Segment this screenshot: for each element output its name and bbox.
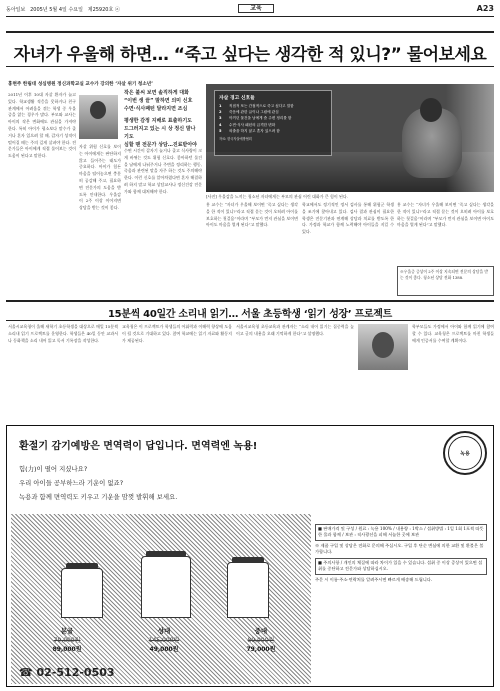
article2-rule <box>6 320 494 321</box>
price-item-name: 중대 <box>254 627 268 635</box>
article-col-4: 홍 교수는 “자녀가 우울해 보이면 ‘죽고 싶다는 생각을 한 적이 있니?’라고 직접 묻는 것이 오히려 아이를 보호하는 첫걸음”이라며 “부모가 먼저 관심을 보이면 아이도 마음을 열게 된다”고 말했다. <box>206 202 298 228</box>
advertisement <box>6 425 494 687</box>
price-item-old: 79,000원 <box>53 637 81 644</box>
ad-seal-logo <box>443 431 487 475</box>
price-item <box>149 626 180 653</box>
warning-signs-box <box>214 90 332 156</box>
can-lid <box>232 557 264 563</box>
product-can-3 <box>227 562 269 618</box>
warning-item-text: 아끼던 물건을 남에게 줌 주변 정리를 함 <box>229 116 292 121</box>
price-item-new: 79,000원 <box>246 646 276 653</box>
ad-line-2: 우리 아이들 공부하느라 기운이 없죠? <box>19 479 124 487</box>
ad-info-group: ■ 판매가격 및 구성 / 원료 : 녹용 100% / 내용량 : 1박스 / 섭취방법 : 1일 1회 1포씩 따뜻한 물과 함께 / 보관 : 직사광선을 피해 서늘한 곳에 보관 <box>315 524 487 541</box>
price-item-name: 상대 <box>157 627 171 635</box>
price-item-old: 89,000원 <box>247 637 275 644</box>
warning-item-text: 죽음에 관한 글이나 그림에 관심 <box>229 110 279 115</box>
headline-bottom-rule <box>6 66 494 67</box>
warning-item <box>219 116 327 121</box>
ad-line-3: 녹용과 함께 면역력도 키우고 기운을 맘껏 발휘해 보세요. <box>19 493 178 501</box>
ad-phone-number: ☎ 02-512-0503 <box>19 666 115 679</box>
article-col-3: 수면 시간이 갑자기 늘거나 줄고 식사량이 크게 바뀌는 것도 위험 신호다. 좋아하던 물건을 남에게 나눠주거나 주변을 정리하는 행동, 죽음과 관련된 말을 자주 하는 것도 주의해야 한다. 이런 신호를 알아차렸다면 혼자 해결하려 하지 말고 학교 상담교사나 정신건강 전문가와 함께 대처해야 한다. <box>124 148 202 194</box>
product-can-2 <box>141 556 191 618</box>
warning-item-number: 4 <box>219 122 222 127</box>
paper-name: 동아일보 <box>6 7 26 13</box>
issue-date: 2005년 5월 4일 수요일 <box>30 7 83 13</box>
warning-box-source: 자료: 한국자살예방협회 <box>219 137 252 142</box>
page-number: A23 <box>476 4 494 13</box>
warning-item-number: 3 <box>219 116 222 121</box>
subhead-line: 수면·식사패턴 달라지면 조심 <box>124 106 188 112</box>
warning-item <box>219 129 327 134</box>
article2-photo <box>358 324 408 370</box>
subhead-line: 작은 불씨 보면 솔직하게 대화 <box>124 90 189 96</box>
article-col-2: 자살 위험 신호를 보이는 아이에게는 판단하지 않고 들어주는 태도가 중요하다. 아이가 힘든 마음을 털어놓으면 충분히 공감해 주고, 필요하면 전문가의 도움을 받도록 안내한다. 우울감이 2주 이상 이어지면 상담을 받는 것이 좋다. <box>79 144 121 211</box>
headline-rule <box>6 31 494 33</box>
article-headline: 자녀가 우울해 하면… “죽고 싶다는 생각한 적 있니?” 물어보세요 <box>13 45 487 65</box>
ad-info-group: ■ 주의사항 / 개인의 체질에 따라 차이가 있을 수 있습니다. 섭취 중 이상 증상이 있으면 섭취를 중단하고 전문가와 상담하십시오. <box>315 558 487 575</box>
warning-item-text: 수면·식사 패턴의 급격한 변화 <box>229 122 276 127</box>
photo-caption: [사진] 우울감을 느끼는 청소년 자녀에게는 부모의 관심 어린 대화가 큰 힘이 된다. <box>206 194 349 199</box>
article-col-6: 홍 교수는 “자녀가 우울해 보이면 ‘죽고 싶다는 생각을 한 적이 있니?’라고 직접 묻는 것이 오히려 아이를 보호하는 첫걸음”이라며 “부모가 먼저 관심을 보이면 아이도 마음을 열게 된다”고 말했다. <box>397 202 494 228</box>
ad-info-panel <box>315 522 487 686</box>
ad-line-1: 힘(力)이 떨어 지셨나요? <box>19 465 88 473</box>
issue-number: 제25920호 ⓐ <box>87 7 120 13</box>
product-can-1 <box>61 568 103 618</box>
price-item-new: 49,000원 <box>149 646 179 653</box>
article2-col-4: 학부모들도 가정에서 아이와 함께 읽기에 참여할 수 있다. 교육청은 프로젝트를 마친 학생들에게 인증서를 수여할 계획이다. <box>412 324 494 343</box>
warning-item <box>219 104 327 109</box>
article2-col-1: 서울시교육청이 올해 새학기 초등학생을 대상으로 매일 15분씩 소리내 읽기 프로젝트를 운영한다. 학생들은 40일 동안 교과서나 동화책을 소리 내어 읽고 독서 기록장을 작성한다. <box>8 324 118 343</box>
ad-info-group: 주문 시 이름·주소·연락처를 알려주시면 빠르게 배송해 드립니다. <box>315 576 433 582</box>
ad-product-panel <box>11 514 311 684</box>
section-divider <box>6 300 494 302</box>
ad-title: 환절기 감기예방은 면역력이 답입니다. 면역력엔 녹용! <box>19 441 258 452</box>
warning-item-text: 직접적 또는 간접적으로 죽고 싶다고 말함 <box>229 104 294 108</box>
warning-item-number: 1 <box>219 104 222 108</box>
ad-info-group: ※ 제품 구입 및 상담은 전화로 문의해 주십시오. 구입 후 단순 변심에 의한 교환 및 환불은 불가합니다. <box>315 542 484 554</box>
warning-item-text: 외출을 하지 않고 혼자 있으려 함 <box>229 128 280 133</box>
warning-item-number: 2 <box>219 110 222 115</box>
warning-item-number: 5 <box>219 128 222 133</box>
warning-item <box>219 110 327 115</box>
photo-figure-head <box>420 98 442 122</box>
price-item-name: 분골 <box>60 627 74 635</box>
article-col-1: 2011년 이후 10대 자살 환자가 늘고 있다. 학교생활 적응을 못하거나 친구 관계에서 어려움을 겪는 학생 중 우울증을 앓는 경우가 많다. 부모와 교사는 아이의 작은 변화에도 관심을 가져야 한다. 특히 아이가 평소보다 말수가 줄거나 혼자 있으려 할 때, 갑자기 성적이 떨어질 때는 주의 깊게 살펴야 한다. 전문가들은 아이에게 직접 물어보는 것이 도움이 된다고 말한다. <box>8 92 76 159</box>
can-lid <box>146 551 186 557</box>
article2-col-3: 서울시교육청 초등교육과 관계자는 “소리 내어 읽기는 집중력을 높이고 글의 내용을 오래 기억하게 한다”고 설명했다. <box>236 324 354 336</box>
subhead-line: 심할 땐 전문가 상담…진료받아야 <box>124 142 198 148</box>
subhead-line: 평생한 감정 지배로 표출하기도 <box>124 118 193 124</box>
price-item-old: 145,000원 <box>148 637 180 644</box>
article-col-5: 학교에서도 정기적인 정서 검사를 통해 위험군 학생을 조기에 찾아내고 있다. 검사 결과 관심이 필요한 학생은 전문기관과 연계해 상담과 치료를 받도록 한다. 가정과 학교가 함께 노력해야 아이들을 지킬 수 있다. <box>302 202 394 235</box>
ad-seal-text: 녹용 <box>460 450 470 457</box>
price-item <box>246 626 275 653</box>
price-item <box>53 626 82 653</box>
ad-price-list <box>19 626 309 653</box>
can-lid <box>66 563 98 569</box>
masthead <box>6 4 494 14</box>
article-byline: 홍현주 한림대 성심병원 정신과학교실 교수가 강의한 ‘자살 위기 청소년’ <box>8 82 153 87</box>
subhead-line: “이번 생 끝” 말하면 의미 신호 <box>124 98 193 104</box>
subhead-line: 드그러지고 있는 시 상 정신 말나기도 <box>124 126 196 140</box>
article2-col-2: 교육청은 이 프로젝트가 학생들의 어휘력과 이해력 향상에 도움이 될 것으로 기대하고 있다. 참여 학교에는 읽기 자료와 활동지가 제공된다. <box>122 324 232 343</box>
author-portrait-photo <box>79 95 118 139</box>
section-label: 교육 <box>238 4 274 13</box>
masthead-paper-date <box>6 6 120 13</box>
price-item-new: 89,000원 <box>52 646 82 653</box>
warning-box-title: 자살 경고 신호들 <box>219 96 255 101</box>
warning-item <box>219 123 327 128</box>
article2-headline: 15분씩 40일간 소리내 읽기… 서울 초등학생 ‘읽기 성장’ 프로젝트 <box>107 309 393 320</box>
ad-product-cans <box>31 538 291 618</box>
top-rule <box>6 16 494 17</box>
article-subheads <box>124 89 200 149</box>
aside-note-box: ※우울증 증상이 2주 이상 지속되면 전문의 상담을 받는 것이 좋다. 청소년 상담 전화 1388. <box>397 266 494 296</box>
